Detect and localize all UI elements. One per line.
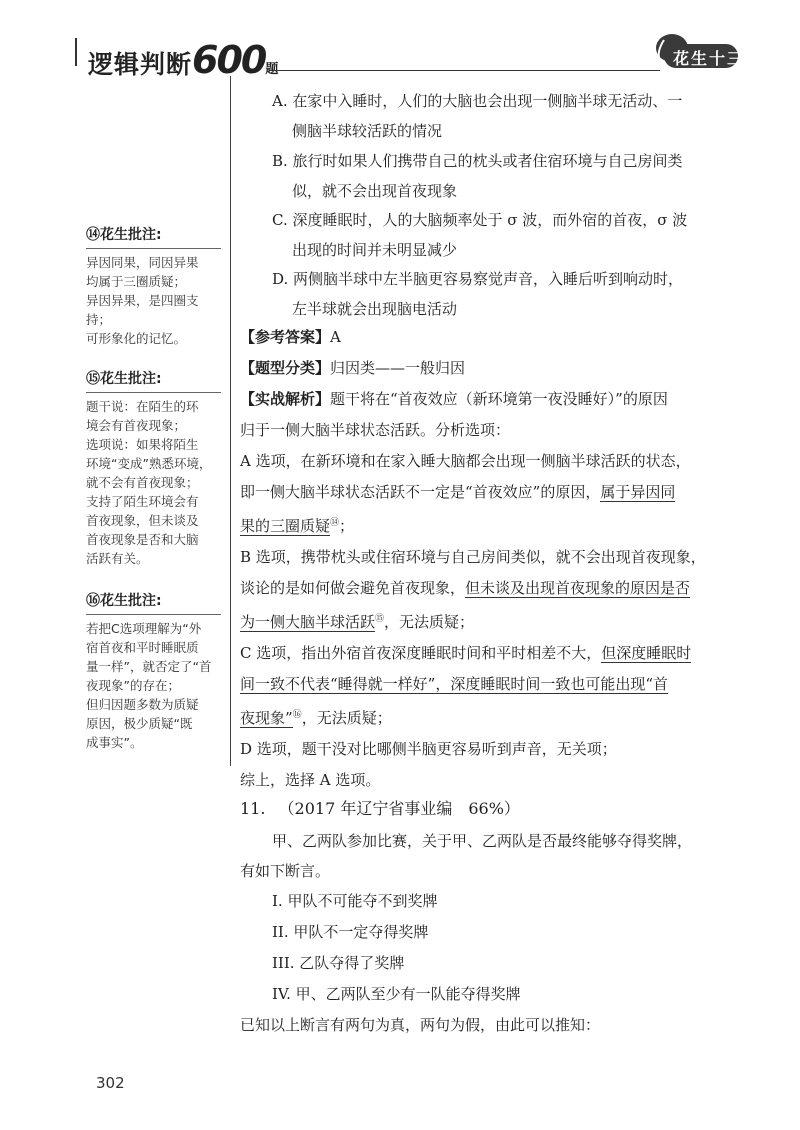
analysis-text: 即一侧大脑半球状态活跃不一定是“首夜效应”的原因，	[240, 483, 601, 501]
note-line: 成事实”。	[86, 735, 143, 750]
underlined-text: 间一致不代表“睡得就一样好”，深度睡眠时间一致也可能出现“首	[240, 675, 669, 693]
underlined-text: 但深度睡眠时	[601, 644, 692, 662]
option-line: 左半球就会出现脑电活动	[292, 300, 458, 318]
note-line: 异因同果，同因异果	[86, 255, 199, 270]
underlined-text: 为一侧大脑半球活跃	[240, 613, 376, 631]
title-suffix: 题	[265, 62, 280, 77]
note-marker: ⑭	[330, 518, 340, 528]
note-line: 可形象化的记忆。	[86, 331, 187, 346]
note-line: 就不会有首夜现象；	[86, 475, 199, 490]
option-d	[272, 264, 740, 324]
note-line: 原因，极少质疑“既	[86, 716, 193, 731]
option-line: 似，就不会出现首夜现象	[292, 182, 458, 200]
underlined-text: 但未谈及出现首夜现象的原因是否	[465, 579, 691, 597]
note-line: 首夜现象是否和大脑	[86, 532, 199, 547]
side-note-16	[86, 592, 221, 752]
option-line: 出现的时间并未明显减少	[292, 241, 458, 259]
option-c	[272, 205, 740, 265]
analysis-block	[240, 322, 740, 796]
analysis-line	[240, 604, 740, 638]
option-line: D. 两侧脑半球中左半脑更容易察觉声音，入睡后听到响动时，	[272, 270, 684, 288]
analysis-line: 归于一侧大脑半球状态活跃。分析选项：	[240, 421, 511, 439]
analysis-line: A 选项，在新环境和在家入睡大脑都会出现一侧脑半球活跃的状态，	[240, 452, 691, 470]
analysis-text: 题干将在“首夜效应（新环境第一夜没睡好）”的原因	[330, 390, 668, 408]
note-marker: ⑯	[292, 710, 302, 720]
statement-3: III. 乙队夺得了奖牌	[272, 954, 405, 972]
note-line: 若把C选项理解为“外	[86, 621, 202, 636]
question-source: （2017 年辽宁省事业编 66%）	[278, 799, 520, 818]
header-accent-bar	[75, 38, 85, 66]
question-stem: 甲、乙两队参加比赛，关于甲、乙两队是否最终能够夺得奖牌，	[272, 832, 693, 850]
note-line: 环境“变成”熟悉环境，	[86, 456, 212, 471]
type-line	[240, 353, 740, 384]
note-line: 选项说：如果将陌生	[86, 437, 199, 452]
underlined-text: 果的三圈质疑	[240, 517, 331, 535]
note-line: 首夜现象，但未谈及	[86, 513, 199, 528]
page-number: 302	[96, 1074, 125, 1092]
margin-divider	[230, 76, 231, 766]
analysis-line: D 选项，题干没对比哪侧半脑更容易听到声音，无关项；	[240, 740, 617, 758]
title-number: 600	[192, 38, 266, 82]
note-line: 境会有首夜现象；	[86, 418, 187, 433]
note-line: 但归因题多数为质疑	[86, 697, 199, 712]
note-line: 活跃有关。	[86, 551, 149, 566]
note-rule	[86, 248, 221, 249]
question-closing: 已知以上断言有两句为真，两句为假，由此可以推知：	[240, 1016, 601, 1034]
analysis-line: B 选项，携带枕头或住宿环境与自己房间类似，就不会出现首夜现象，	[240, 548, 706, 566]
side-note-15	[86, 370, 221, 568]
analysis-line: 综上，选择 A 选项。	[240, 771, 381, 789]
book-title	[88, 38, 279, 82]
analysis-text: ，无法质疑；	[301, 709, 392, 727]
note-title: ⑮花生批注:	[86, 371, 162, 387]
analysis-label: 【实战解析】	[240, 390, 331, 408]
series-label: 花生十三	[673, 49, 746, 68]
note-title: ⑭花生批注:	[86, 227, 162, 243]
side-note-14	[86, 226, 221, 348]
option-line: B. 旅行时如果人们携带自己的枕头或者住宿环境与自己房间类	[272, 152, 683, 170]
question-stem: 有如下断言。	[240, 862, 331, 880]
note-line: 持；	[86, 312, 112, 327]
type-value: 归因类——一般归因	[330, 359, 466, 377]
analysis-line	[240, 508, 740, 542]
analysis-line	[240, 700, 740, 734]
note-marker: ⑮	[375, 614, 385, 624]
note-line: 宿首夜和平时睡眠质	[86, 640, 199, 655]
note-rule	[86, 392, 221, 393]
statement-2: II. 甲队不一定夺得奖牌	[272, 923, 429, 941]
option-a	[272, 86, 740, 146]
analysis-text: 谈论的是如何做会避免首夜现象，	[240, 579, 466, 597]
analysis-line	[240, 573, 740, 604]
option-line: A. 在家中入睡时，人们的大脑也会出现一侧脑半球无活动、一	[272, 92, 683, 110]
underlined-text: 夜现象”	[240, 709, 293, 727]
statement-4: IV. 甲、乙两队至少有一队能夺得奖牌	[272, 985, 521, 1003]
option-b	[272, 146, 740, 206]
question-header	[240, 794, 520, 824]
statement-1: I. 甲队不可能夺不到奖牌	[272, 892, 438, 910]
answer-value: A	[330, 328, 341, 346]
type-label: 【题型分类】	[240, 359, 331, 377]
note-line: 题干说：在陌生的环	[86, 399, 199, 414]
answer-line	[240, 322, 740, 353]
note-title: ⑯花生批注:	[86, 593, 162, 609]
question-number: 11.	[240, 799, 266, 818]
analysis-text: ；	[339, 517, 355, 535]
analysis-text: C 选项，指出外宿首夜深度睡眠时间和平时相差不大，	[240, 644, 602, 662]
header-rule	[270, 70, 660, 71]
note-line: 量一样”，就否定了“首	[86, 659, 212, 674]
option-line: 侧脑半球较活跃的情况	[292, 122, 443, 140]
analysis-line	[240, 669, 740, 700]
analysis-line	[240, 638, 740, 669]
note-line: 均属于三圈质疑；	[86, 274, 187, 289]
note-rule	[86, 614, 221, 615]
note-line: 支持了陌生环境会有	[86, 494, 199, 509]
note-line: 夜现象”的存在；	[86, 678, 180, 693]
underlined-text: 属于异因同	[600, 483, 676, 501]
analysis-text: ，无法质疑；	[384, 613, 475, 631]
analysis-line	[240, 384, 740, 415]
title-prefix: 逻辑判断	[88, 50, 193, 79]
option-line: C. 深度睡眠时，人的大脑频率处于 σ 波，而外宿的首夜，σ 波	[272, 211, 688, 229]
answer-label: 【参考答案】	[240, 328, 331, 346]
note-line: 异因异果，是四圈支	[86, 293, 199, 308]
analysis-line	[240, 477, 740, 508]
